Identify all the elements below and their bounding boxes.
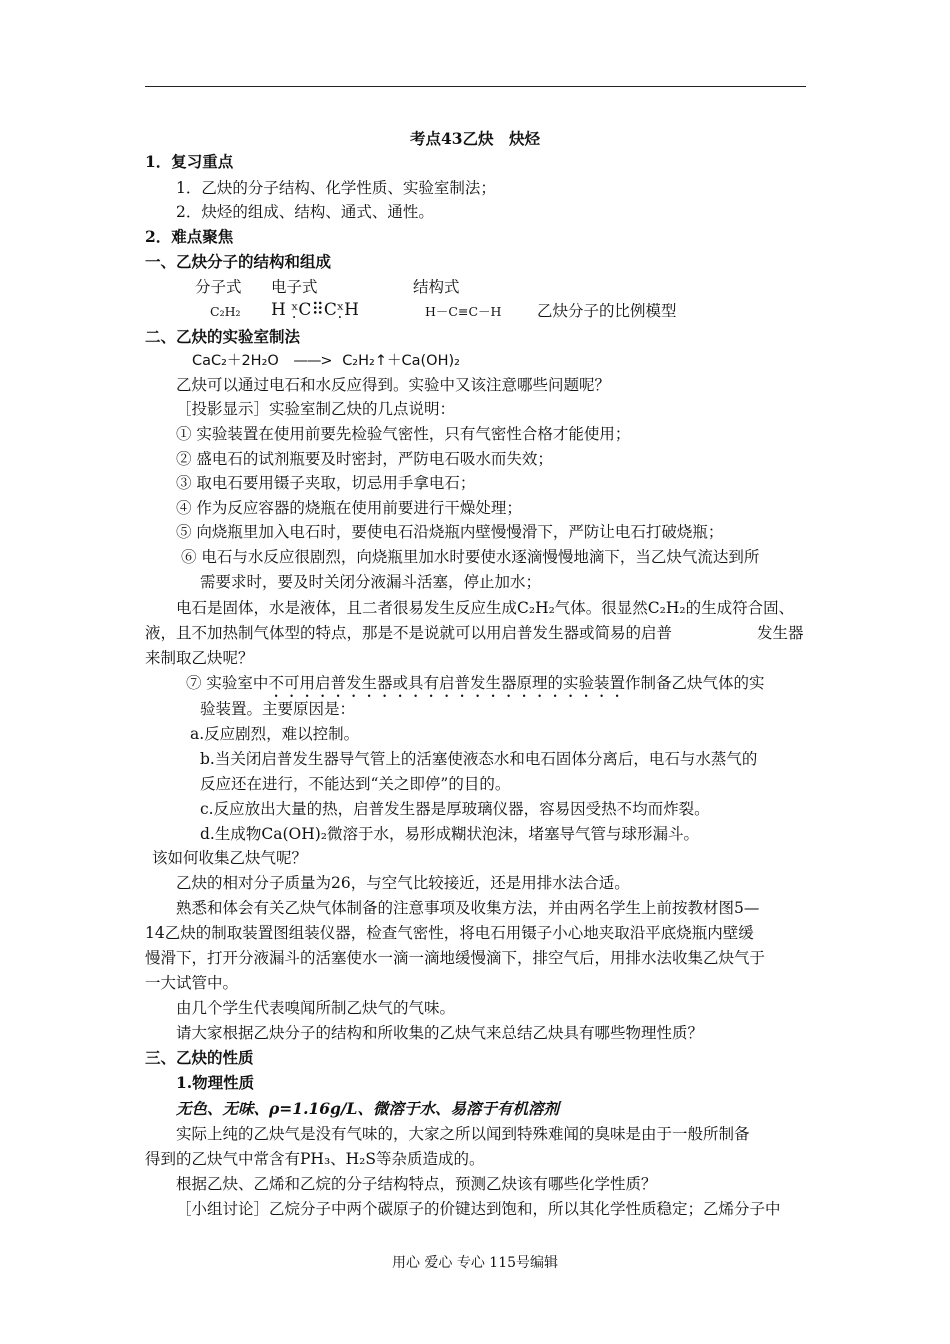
paragraph: 乙炔可以通过电石和水反应得到。实验中又该注意哪些问题呢？ (176, 376, 611, 394)
paragraph: 慢滑下，打开分液漏斗的活塞使水一滴一滴地缓慢滴下，排空气后，用排水法收集乙炔气于 (145, 949, 766, 967)
label-structural-formula: 结构式 (413, 278, 460, 296)
paragraph: 实际上纯的乙炔气是没有气味的，大家之所以闻到特殊难闻的臭味是由于一般所制备 (176, 1125, 750, 1143)
note-7-pre: ⑦ 实验室中 (186, 674, 269, 692)
note-5: ⑤ 向烧瓶里加入电石时，要使电石沿烧瓶内壁慢慢滑下，严防让电石打破烧瓶； (176, 523, 724, 541)
subheading-physical: 1.物理性质 (176, 1073, 255, 1092)
equation-reactants: CaC₂＋2H₂O (192, 353, 279, 369)
paragraph: 来制取乙炔呢？ (145, 649, 254, 667)
page-footer: 用心 爱心 专心 115号编辑 (391, 1255, 559, 1271)
paragraph: 该如何收集乙炔气呢？ (152, 849, 308, 867)
paragraph: 液，且不加热制气体型的特点，那是不是说就可以用启普发生器或简易的启普 (145, 624, 673, 642)
note-6: ⑥ 电石与水反应很剧烈，向烧瓶里加水时要使水逐滴慢慢地滴下，当乙炔气流达到所 (181, 548, 760, 566)
paragraph: 乙炔的相对分子质量为26，与空气比较接近，还是用排水法合适。 (176, 874, 630, 892)
equation-products: C₂H₂↑＋Ca(OH)₂ (342, 353, 460, 369)
note-7-emphasis: 不可用启普发生器或具有启普发生器原理的实验装置 (268, 674, 625, 692)
equation-arrow: ——> (293, 353, 332, 369)
label-electron-formula: 电子式 (271, 278, 318, 296)
reason-d: d.生成物Ca(OH)₂微溶于水，易形成糊状泡沫，堵塞导气管与球形漏斗。 (200, 825, 699, 843)
section-heading-review: 1．复习重点 (145, 152, 234, 171)
review-item-2: 2．炔烃的组成、结构、通式、通性。 (176, 203, 434, 221)
paragraph: 由几个学生代表嗅闻所制乙炔气的气味。 (176, 999, 456, 1017)
reaction-equation (192, 350, 460, 372)
paragraph: 得到的乙炔气中常含有PH₃、H₂S等杂质造成的。 (145, 1150, 485, 1168)
paragraph: 请大家根据乙炔分子的结构和所收集的乙炔气来总结乙炔具有哪些物理性质？ (176, 1024, 704, 1042)
note-3: ③ 取电石要用镊子夹取，切忌用手拿电石； (176, 474, 476, 492)
header-rule (145, 86, 806, 87)
paragraph: 14乙炔的制取装置图组装仪器，检查气密性，将电石用镊子小心地夹取沿平底烧瓶内壁缓 (145, 924, 754, 942)
electron-formula: H ˣ̣C⠿Cˣ̣H (271, 300, 359, 320)
paragraph: ［投影显示］实验室制乙炔的几点说明： (176, 400, 456, 418)
physical-properties: 无色、无味、ρ=1.16g/L、微溶于水、易溶于有机溶剂 (176, 1099, 559, 1118)
paragraph: 根据乙炔、乙烯和乙烷的分子结构特点，预测乙炔该有哪些化学性质？ (176, 1175, 657, 1193)
paragraph: 电石是固体，水是液体，且二者很易发生反应生成C₂H₂气体。很显然C₂H₂的生成符合固、 (176, 599, 795, 617)
ratio-model-label: 乙炔分子的比例模型 (537, 302, 677, 320)
structural-formula: H－C≡C－H (425, 304, 502, 319)
note-7-cont: 验装置。主要原因是： (200, 700, 356, 718)
reason-a: a.反应剧烈，难以控制。 (190, 725, 360, 743)
section-heading-difficulty: 2．难点聚焦 (145, 227, 234, 246)
label-molecular-formula: 分子式 (195, 278, 242, 296)
reason-b: b.当关闭启普发生器导气管上的活塞使液态水和电石固体分离后，电石与水蒸气的 (200, 750, 758, 768)
note-6-cont: 需要求时，要及时关闭分液漏斗活塞，停止加水； (200, 573, 542, 591)
reason-b-cont: 反应还在进行，不能达到“关之即停”的目的。 (200, 775, 511, 793)
paragraph: 一大试管中。 (145, 974, 239, 992)
part3-heading: 三、乙炔的性质 (145, 1048, 254, 1067)
part1-heading: 一、乙炔分子的结构和组成 (145, 252, 332, 271)
note-1: ① 实验装置在使用前要先检验气密性，只有气密性合格才能使用； (176, 425, 631, 443)
reason-c: c.反应放出大量的热，启普发生器是厚玻璃仪器，容易因受热不均而炸裂。 (200, 800, 710, 818)
paragraph: 发生器 (757, 624, 804, 642)
molecular-formula: C₂H₂ (210, 304, 241, 319)
note-2: ② 盛电石的试剂瓶要及时密封，严防电石吸水而失效； (176, 450, 553, 468)
note-4: ④ 作为反应容器的烧瓶在使用前要进行干燥处理； (176, 499, 522, 517)
review-item-1: 1．乙炔的分子结构、化学性质、实验室制法； (176, 179, 496, 197)
paragraph: 熟悉和体会有关乙炔气体制备的注意事项及收集方法，并由两名学生上前按教材图5— (176, 899, 760, 917)
page-title: 考点43乙炔 炔烃 (409, 129, 541, 148)
paragraph: ［小组讨论］乙烷分子中两个碳原子的价键达到饱和，所以其化学性质稳定；乙烯分子中 (176, 1200, 781, 1218)
part2-heading: 二、乙炔的实验室制法 (145, 327, 301, 346)
note-7-post: 作制备乙炔气体的实 (624, 674, 765, 692)
note-7 (186, 672, 764, 701)
